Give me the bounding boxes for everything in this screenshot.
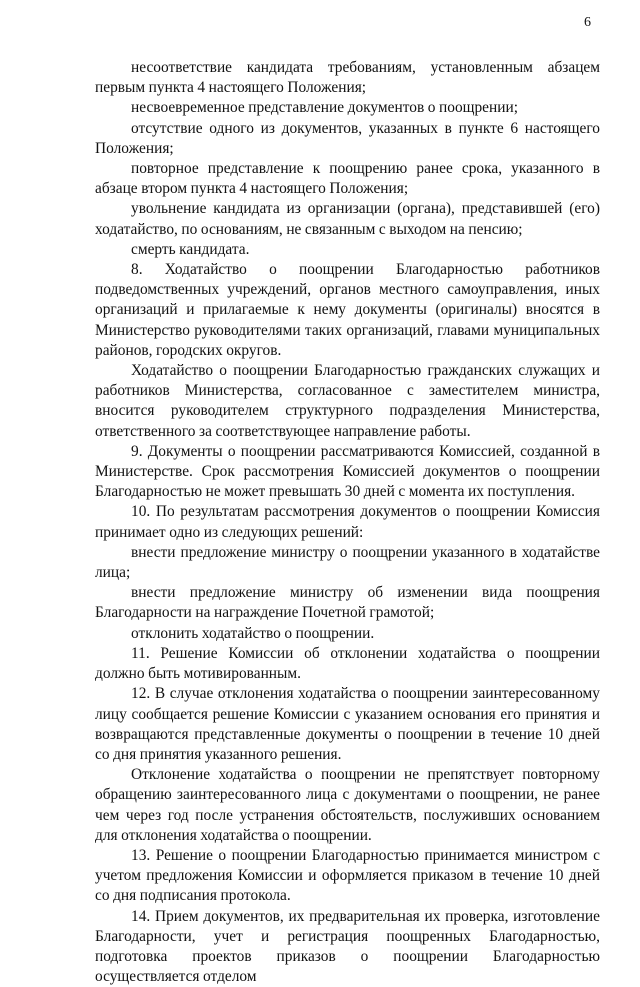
- paragraph-candidate-death: смерть кандидата.: [131, 240, 250, 258]
- paragraph-decision-award: внести предложение министру о поощрении указанного в ходатайстве лица;: [95, 543, 600, 582]
- paragraph-late-submission: несвоевременное представление документов о поощрении;: [131, 99, 519, 117]
- paragraph-item-11: 11. Решение Комиссии об отклонении ходатайства о поощрении должно быть мотивированным.: [95, 644, 600, 683]
- paragraph-item-8-ministry-staff: Ходатайство о поощрении Благодарностью гражданских служащих и работников Министерства, согласованное с заместителем министра, вносится руководителем структурного подразделения Министерства, ответственного за соответствующее направление работы.: [95, 362, 600, 440]
- paragraph-item-12-repeat-appeal: Отклонение ходатайства о поощрении не препятствует повторному обращению заинтересованного лица с документами о поощрении, не ранее чем через год после устранения обстоятельств, послуживших основанием для отклонения ходатайства о поощрении.: [95, 766, 600, 844]
- paragraph-item-12: 12. В случае отклонения ходатайства о поощрении заинтересованному лицу сообщается решение Комиссии с указанием основания его принятия и возвращаются представленные документы о поощрении в течение 10 дней со дня принятия указанного решения.: [95, 685, 600, 763]
- paragraph-candidate-dismissal: увольнение кандидата из организации (органа), представившей (его) ходатайство, по основаниям, не связанным с выходом на пенсию;: [95, 200, 600, 238]
- paragraph-item-14: 14. Прием документов, их предварительная их проверка, изготовление Благодарности, учет и регистрация поощренных Благодарностью, подготовка проектов приказов о поощрении Благодарностью осуществляется отделом: [95, 907, 600, 986]
- paragraph-decision-change-type: внести предложение министру об изменении вида поощрения Благодарности на награждение Почетной грамотой;: [95, 584, 600, 622]
- paragraph-item-8: 8. Ходатайство о поощрении Благодарностью работников подведомственных учреждений, органов местного самоуправления, иных организаций и прилагаемые к нему документы (оригиналы) вносятся в Министерство руководителями таких организаций, главами муниципальных районов, городских округов.: [95, 261, 600, 359]
- paragraph-missing-document: отсутствие одного из документов, указанных в пункте 6 настоящего Положения;: [95, 119, 600, 157]
- paragraph-decision-reject: отклонить ходатайство о поощрении.: [131, 624, 375, 642]
- page-number: 6: [584, 15, 591, 30]
- document-body: [95, 58, 600, 987]
- paragraph-item-9: 9. Документы о поощрении рассматриваются Комиссией, созданной в Министерстве. Срок рассмотрения Комиссией документов о поощрении Благодарностью не может превышать 30 дней с момента их поступления.: [95, 442, 600, 501]
- paragraph-repeated-submission: повторное представление к поощрению ранее срока, указанного в абзаце втором пункта 4 настоящего Положения;: [95, 160, 600, 198]
- paragraph-requirements-mismatch: несоответствие кандидата требованиям, установленным абзацем первым пункта 4 настоящего Положения;: [95, 59, 600, 97]
- paragraph-item-13: 13. Решение о поощрении Благодарностью принимается министром с учетом предложения Комиссии и оформляется приказом в течение 10 дней со дня подписания протокола.: [95, 846, 600, 905]
- paragraph-item-10: 10. По результатам рассмотрения документов о поощрении Комиссия принимает одно из следующих решений:: [95, 503, 600, 541]
